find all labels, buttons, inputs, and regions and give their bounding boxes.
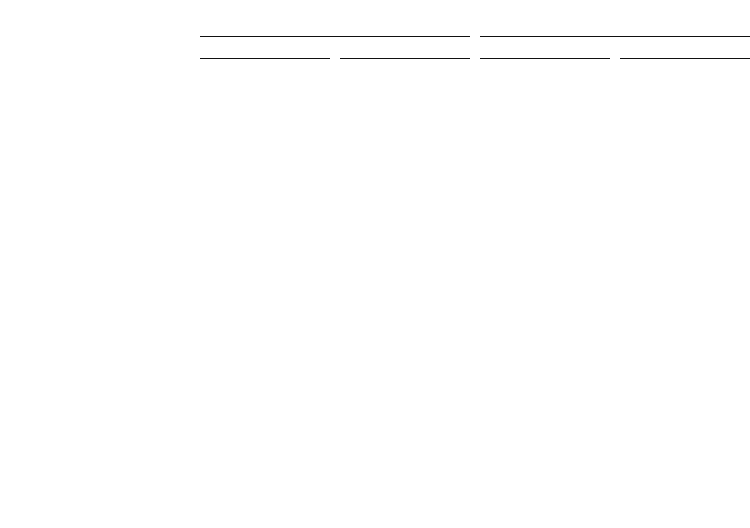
year-underline-1 xyxy=(200,58,330,59)
year-underline-2 xyxy=(340,58,470,59)
header-group-underline-2 xyxy=(480,36,750,37)
header-group-underline-1 xyxy=(200,36,470,37)
year-underline-4 xyxy=(620,58,750,59)
year-underline-3 xyxy=(480,58,610,59)
